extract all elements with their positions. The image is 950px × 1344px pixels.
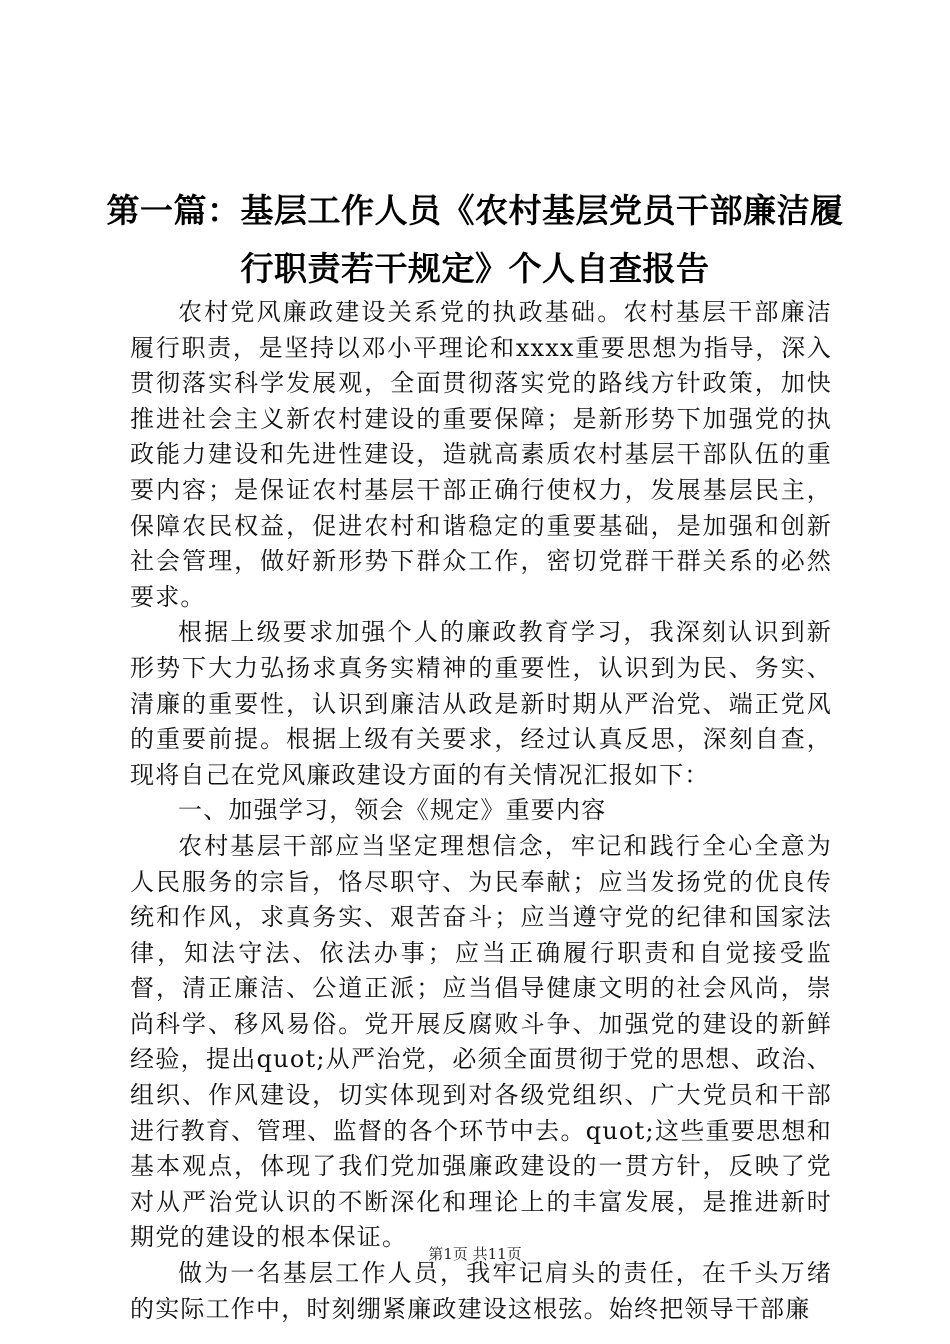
- section-heading: 一、加强学习，领会《规定》重要内容: [178, 796, 607, 825]
- paragraph-study: 根据上级要求加强个人的廉政教育学习，我深刻认识到新形势下大力弘扬求真务实精神的重要性，认识到为民、务实、清廉的重要性，认识到廉洁从政是新时期从严治党、端正党风的重要前提。根据上级有关要求，经过认真反思，深刻自查，现将自己在党风廉政建设方面的有关情况汇报如下：: [130, 618, 832, 789]
- document-title: 第一篇：基层工作人员《农村基层党员干部廉洁履行职责若干规定》个人自查报告: [106, 191, 844, 288]
- paragraph-intro: 农村党风廉政建设关系党的执政基础。农村基层干部廉洁履行职责，是坚持以邓小平理论和xxxx重要思想为指导，深入贯彻落实科学发展观，全面贯彻落实党的路线方针政策，加快推进社会主义新农村建设的重要保障；是新形势下加强党的执政能力建设和先进性建设，造就高素质农村基层干部队伍的重要内容；是保证农村基层干部正确行使权力，发展基层民主，保障农民权益，促进农村和谐稳定的重要基础，是加强和创新社会管理，做好新形势下群众工作，密切党群干群关系的必然要求。: [130, 298, 832, 611]
- paragraph-responsibility: 做为一名基层工作人员，我牢记肩头的责任，在千头万绪的实际工作中，时刻绷紧廉政建设这根弦。始终把领导干部廉: [130, 1259, 832, 1323]
- paragraph-requirements: 农村基层干部应当坚定理想信念，牢记和践行全心全意为人民服务的宗旨，恪尽职守、为民奉献；应当发扬党的优良传统和作风，求真务实、艰苦奋斗；应当遵守党的纪律和国家法律，知法守法、依法办事；应当正确履行职责和自觉接受监督，清正廉洁、公道正派；应当倡导健康文明的社会风尚，崇尚科学、移风易俗。党开展反腐败斗争、加强党的建设的新鲜经验，提出quot;从严治党，必须全面贯彻于党的思想、政治、组织、作风建设，切实体现到对各级党组织、广大党员和干部进行教育、管理、监督的各个环节中去。quot;这些重要思想和基本观点，体现了我们党加强廉政建设的一贯方针，反映了党对从严治党认识的不断深化和理论上的丰富发展，是推进新时期党的建设的根本保证。: [130, 831, 832, 1252]
- page-footer: 第1页 共11页: [428, 1245, 522, 1263]
- document-body: [130, 295, 832, 1327]
